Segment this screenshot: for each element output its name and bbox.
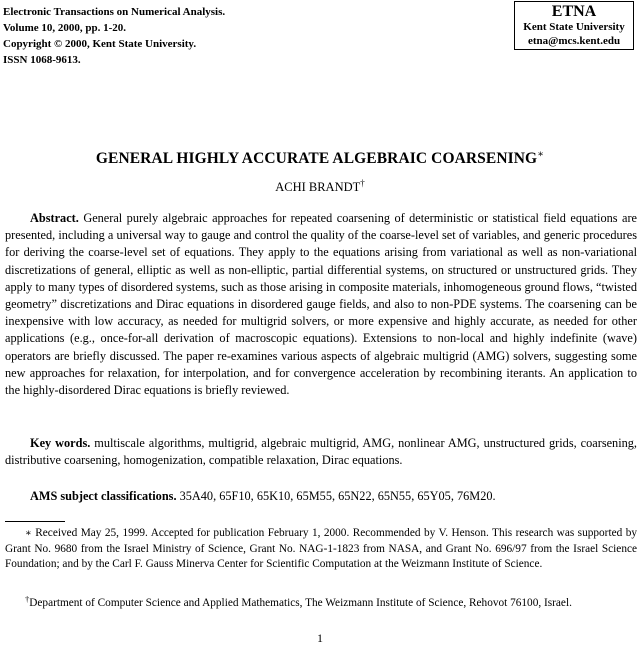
ams-label: AMS subject classifications. [30, 489, 177, 503]
footnote-mark: ∗ [25, 528, 32, 539]
ams-text: 35A40, 65F10, 65K10, 65M55, 65N22, 65N55, 65Y05, 76M20. [179, 489, 496, 503]
journal-name: Electronic Transactions on Numerical Analysis. [3, 6, 226, 18]
journal-copyright: Copyright © 2000, Kent State University. [3, 38, 197, 50]
ams-classifications [5, 488, 637, 505]
author-name: ACHI BRANDT [275, 180, 361, 194]
abstract-text: General purely algebraic approaches for repeated coarsening of deterministic or statistical field equations are presented, including a universal way to gauge and control the quality of the coarse-level set of variables, and generic procedures for deriving the coarse-level set of equations. They apply to the equations arising from variational as well as non-variational discretizations of general, elliptic as well as non-elliptic, partial differential systems, on structured or unstructured grids. They apply to many types of disordered systems, such as those arising in composite materials, inhomogeneous ground flows, “twisted geometry” discretizations and Dirac equations in disordered gauge fields, and also to non-PDE systems. The coarsening can be inexpensive with low accuracy, as needed for multigrid solvers, or more expensive and highly accurate, as needed for other applications (e.g., once-for-all derivation of macroscopic equations). Extensions to non-local and highly indefinite (wave) operators are briefly discussed. The paper re-examines various aspects of algebraic multigrid (AMG) solvers, suggesting some new approaches for relaxation, for interpolation, and for convergence acceleration by recombining iterants. An application to the highly-disordered Dirac equations is briefly reviewed. [5, 211, 638, 398]
footnote-received [5, 526, 637, 573]
abstract-label: Abstract. [30, 211, 79, 225]
abstract [5, 210, 637, 399]
footnote-text: Received May 25, 1999. Accepted for publication February 1, 2000. Recommended by V. Henson. This research was supported by Grant No. 9680 from the Israel Ministry of Science, Grant No. NAG-1-1823 from NASA, and Grant No. 696/97 from the Israel Science Foundation; and by the Carl F. Gauss Minerva Center for Scientific Computation at the Weizmann Institute of Science. [5, 527, 637, 571]
journal-issn: ISSN 1068-9613. [3, 54, 81, 66]
keywords-label: Key words. [30, 436, 91, 450]
etna-institution: Kent State University [523, 21, 625, 33]
footnote-mark: † [25, 594, 30, 604]
paper-title [0, 149, 640, 168]
footnote-affiliation [5, 592, 637, 612]
page-number: 1 [317, 631, 323, 645]
journal-volume: Volume 10, 2000, pp. 1-20. [3, 22, 127, 34]
paper-author [0, 178, 640, 195]
title-footnote-mark: ∗ [537, 149, 545, 160]
paper-title-text: GENERAL HIGHLY ACCURATE ALGEBRAIC COARSENING [95, 150, 538, 167]
etna-email[interactable]: etna@mcs.kent.edu [527, 35, 621, 47]
etna-box [514, 1, 634, 50]
keywords-text: multiscale algorithms, multigrid, algebraic multigrid, AMG, nonlinear AMG, unstructured grids, coarsening, distributive coarsening, homogenization, compatible relaxation, Dirac equations. [5, 436, 637, 468]
journal-header [3, 4, 225, 68]
author-footnote-mark: † [360, 178, 365, 188]
etna-title: ETNA [551, 3, 597, 20]
footnote-text: Department of Computer Science and Applied Mathematics, The Weizmann Institute of Science, Rehovot 76100, Israel. [29, 597, 572, 609]
keywords [5, 435, 637, 469]
footnote-divider [5, 521, 65, 522]
